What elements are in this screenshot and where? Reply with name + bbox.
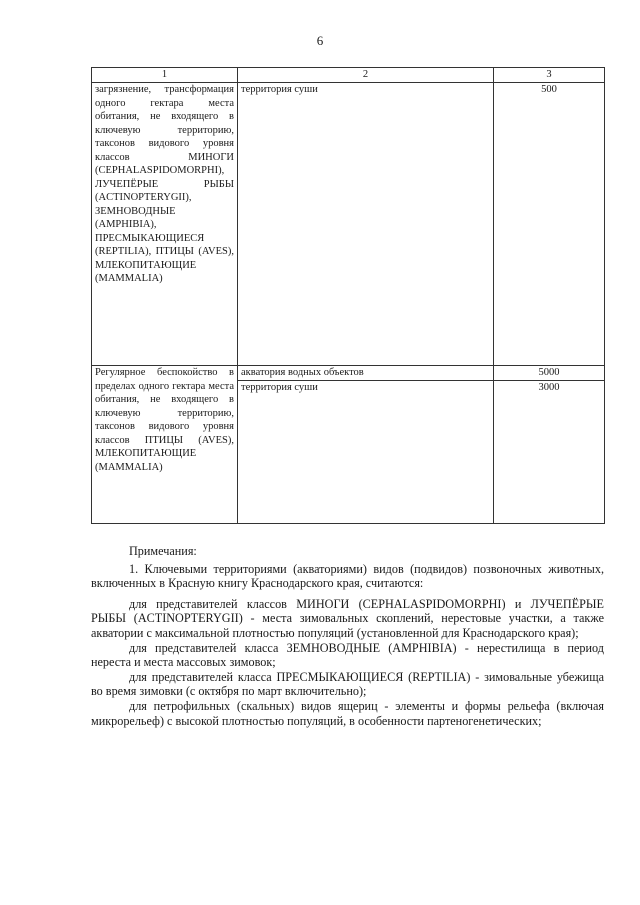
row2-value-water: 5000 <box>494 366 605 381</box>
header-col-2: 2 <box>238 68 494 83</box>
note-paragraph: для петрофильных (скальных) видов ящериц - элементы и формы рельефа (включая микрорельеф) с высокой плотностью популяций, в особенности партеногенетических; <box>91 698 604 728</box>
table-row <box>92 366 605 381</box>
header-col-3: 3 <box>494 68 605 83</box>
row2-value-land: 3000 <box>494 381 605 524</box>
table-row <box>92 83 605 366</box>
row2-description: Регулярное беспокойство в пределах одного гектара места обитания, не входящего в ключевую территорию, таксонов видового уровня классов ПТИЦЫ (AVES), МЛЕКОПИТАЮЩИЕ (MAMMALIA) <box>92 366 238 524</box>
row1-description: загрязнение, трансформация одного гектара места обитания, не входящего в ключевую территорию, таксонов видового уровня классов МИНОГИ (CEPHALASPIDOMORPHI), ЛУЧЕПЁРЫЕ РЫБЫ (ACTINOPTERYGII), ЗЕМНОВОДНЫЕ (AMPHIBIA), ПРЕСМЫКАЮЩИЕСЯ (REPTILIA), ПТИЦЫ (AVES), МЛЕКОПИТАЮЩИЕ (MAMMALIA) <box>92 83 238 366</box>
row1-territory: территория суши <box>238 83 494 366</box>
note-paragraph: для представителей класса ПРЕСМЫКАЮЩИЕСЯ (REPTILIA) - зимовальные убежища во время зимовки (с октября по март включительно); <box>91 669 604 699</box>
notes-section <box>91 544 604 728</box>
row2-territory-water: акватория водных объектов <box>238 366 494 381</box>
header-col-1: 1 <box>92 68 238 83</box>
row2-territory-land: территория суши <box>238 381 494 524</box>
note-paragraph: для представителей классов МИНОГИ (CEPHALASPIDOMORPHI) и ЛУЧЕПЁРЫЕ РЫБЫ (ACTINOPTERYGII) - места зимовальных скоплений, нерестовые участки, а также акватории с максимальной плотностью популяций (установленной для Краснодарского края); <box>91 596 604 640</box>
note-paragraph: для представителей класса ЗЕМНОВОДНЫЕ (AMPHIBIA) - нерестилища в период нереста и места массовых зимовок; <box>91 640 604 670</box>
table-header-row <box>92 68 605 83</box>
row1-value: 500 <box>494 83 605 366</box>
notes-heading: Примечания: <box>129 544 197 558</box>
note-paragraph: 1. Ключевыми территориями (акваториями) видов (подвидов) позвоночных животных, включенных в Красную книгу Краснодарского края, считаются: <box>91 561 604 591</box>
page-number: 6 <box>316 33 324 48</box>
data-table <box>91 67 605 524</box>
